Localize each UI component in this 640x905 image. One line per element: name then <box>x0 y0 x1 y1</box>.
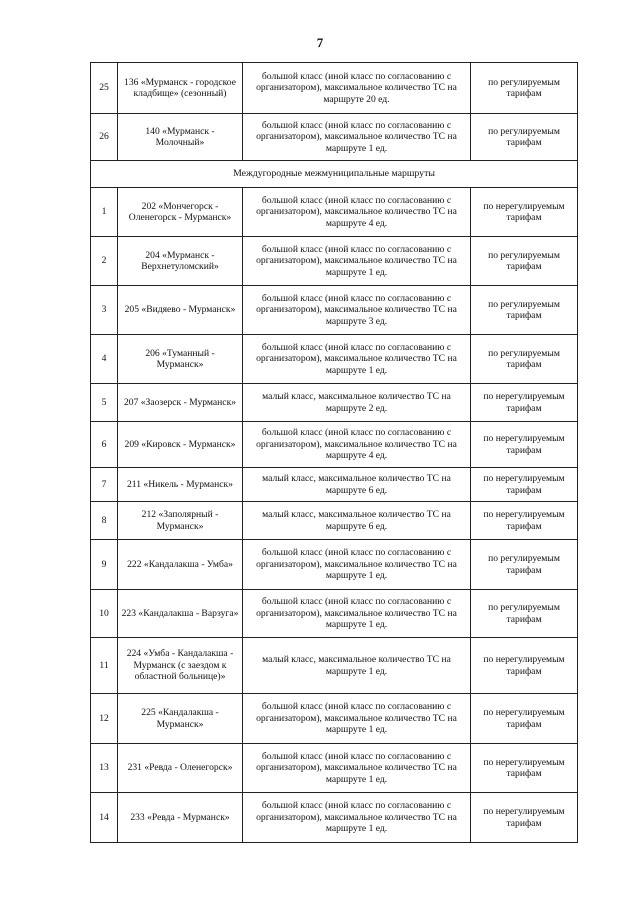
route-name-cell: 223 «Кандалакша - Варзуга» <box>118 590 243 638</box>
route-number-cell: 4 <box>91 335 118 384</box>
route-number-cell: 7 <box>91 468 118 502</box>
route-number-cell: 9 <box>91 540 118 590</box>
page-number: 7 <box>316 35 324 50</box>
vehicle-class-cell: большой класс (иной класс по согласованию с организатором), максимальное количество ТС на маршруте 4 ед. <box>243 188 471 237</box>
vehicle-class-cell: большой класс (иной класс по согласованию с организатором), максимальное количество ТС на маршруте 3 ед. <box>243 286 471 335</box>
tariff-cell: по регулируемым тарифам <box>471 540 578 590</box>
tariff-cell: по нерегулируемым тарифам <box>471 793 578 843</box>
vehicle-class-cell: большой класс (иной класс по согласованию с организатором), максимальное количество ТС на маршруте 1 ед. <box>243 694 471 744</box>
vehicle-class-cell: большой класс (иной класс по согласованию с организатором), максимальное количество ТС на маршруте 20 ед. <box>243 63 471 114</box>
tariff-cell: по регулируемым тарифам <box>471 63 578 114</box>
table-row <box>91 638 578 694</box>
section-title: Междугородные межмуниципальные маршруты <box>91 161 578 188</box>
route-number-cell: 25 <box>91 63 118 114</box>
section-header-row <box>91 161 578 188</box>
vehicle-class-cell: малый класс, максимальное количество ТС на маршруте 2 ед. <box>243 384 471 422</box>
vehicle-class-cell: большой класс (иной класс по согласованию с организатором), максимальное количество ТС на маршруте 4 ед. <box>243 422 471 468</box>
tariff-cell: по нерегулируемым тарифам <box>471 694 578 744</box>
tariff-cell: по нерегулируемым тарифам <box>471 468 578 502</box>
table-row <box>91 468 578 502</box>
tariff-cell: по нерегулируемым тарифам <box>471 744 578 793</box>
table-row <box>91 114 578 161</box>
route-name-cell: 209 «Кировск - Мурманск» <box>118 422 243 468</box>
route-number-cell: 1 <box>91 188 118 237</box>
tariff-cell: по регулируемым тарифам <box>471 286 578 335</box>
vehicle-class-cell: большой класс (иной класс по согласованию с организатором), максимальное количество ТС на маршруте 1 ед. <box>243 590 471 638</box>
route-name-cell: 136 «Мурманск - городское кладбище» (сезонный) <box>118 63 243 114</box>
route-number-cell: 3 <box>91 286 118 335</box>
route-name-cell: 205 «Видяево - Мурманск» <box>118 286 243 335</box>
table-row <box>91 422 578 468</box>
table-row <box>91 793 578 843</box>
tariff-cell: по нерегулируемым тарифам <box>471 502 578 540</box>
table-row <box>91 63 578 114</box>
route-name-cell: 207 «Заозерск - Мурманск» <box>118 384 243 422</box>
vehicle-class-cell: большой класс (иной класс по согласованию с организатором), максимальное количество ТС на маршруте 1 ед. <box>243 793 471 843</box>
route-name-cell: 225 «Кандалакша - Мурманск» <box>118 694 243 744</box>
route-name-cell: 222 «Кандалакша - Умба» <box>118 540 243 590</box>
tariff-cell: по нерегулируемым тарифам <box>471 422 578 468</box>
vehicle-class-cell: большой класс (иной класс по согласованию с организатором), максимальное количество ТС на маршруте 1 ед. <box>243 237 471 286</box>
table-row <box>91 502 578 540</box>
table-row <box>91 744 578 793</box>
table-row <box>91 694 578 744</box>
vehicle-class-cell: большой класс (иной класс по согласованию с организатором), максимальное количество ТС на маршруте 1 ед. <box>243 114 471 161</box>
route-name-cell: 212 «Заполярный - Мурманск» <box>118 502 243 540</box>
route-number-cell: 2 <box>91 237 118 286</box>
tariff-cell: по регулируемым тарифам <box>471 114 578 161</box>
route-name-cell: 206 «Туманный - Мурманск» <box>118 335 243 384</box>
route-number-cell: 11 <box>91 638 118 694</box>
route-number-cell: 6 <box>91 422 118 468</box>
route-name-cell: 204 «Мурманск - Верхнетуломский» <box>118 237 243 286</box>
route-name-cell: 140 «Мурманск - Молочный» <box>118 114 243 161</box>
route-number-cell: 14 <box>91 793 118 843</box>
vehicle-class-cell: большой класс (иной класс по согласованию с организатором), максимальное количество ТС на маршруте 1 ед. <box>243 335 471 384</box>
vehicle-class-cell: большой класс (иной класс по согласованию с организатором), максимальное количество ТС на маршруте 1 ед. <box>243 540 471 590</box>
tariff-cell: по нерегулируемым тарифам <box>471 384 578 422</box>
route-name-cell: 211 «Никель - Мурманск» <box>118 468 243 502</box>
route-number-cell: 8 <box>91 502 118 540</box>
tariff-cell: по нерегулируемым тарифам <box>471 638 578 694</box>
table-row <box>91 335 578 384</box>
vehicle-class-cell: малый класс, максимальное количество ТС на маршруте 1 ед. <box>243 638 471 694</box>
tariff-cell: по нерегулируемым тарифам <box>471 188 578 237</box>
routes-table <box>90 62 578 843</box>
tariff-cell: по регулируемым тарифам <box>471 590 578 638</box>
tariff-cell: по регулируемым тарифам <box>471 237 578 286</box>
routes-table-body <box>91 63 578 843</box>
table-row <box>91 286 578 335</box>
route-number-cell: 12 <box>91 694 118 744</box>
route-name-cell: 233 «Ревда - Мурманск» <box>118 793 243 843</box>
vehicle-class-cell: малый класс, максимальное количество ТС на маршруте 6 ед. <box>243 468 471 502</box>
table-row <box>91 237 578 286</box>
route-name-cell: 224 «Умба - Кандалакша - Мурманск (с заездом к областной больнице)» <box>118 638 243 694</box>
tariff-cell: по регулируемым тарифам <box>471 335 578 384</box>
route-number-cell: 26 <box>91 114 118 161</box>
table-row <box>91 384 578 422</box>
route-number-cell: 13 <box>91 744 118 793</box>
table-row <box>91 188 578 237</box>
table-row <box>91 540 578 590</box>
route-name-cell: 202 «Мончегорск - Оленегорск - Мурманск» <box>118 188 243 237</box>
vehicle-class-cell: большой класс (иной класс по согласованию с организатором), максимальное количество ТС на маршруте 1 ед. <box>243 744 471 793</box>
route-number-cell: 10 <box>91 590 118 638</box>
vehicle-class-cell: малый класс, максимальное количество ТС на маршруте 6 ед. <box>243 502 471 540</box>
table-row <box>91 590 578 638</box>
route-number-cell: 5 <box>91 384 118 422</box>
route-name-cell: 231 «Ревда - Оленегорск» <box>118 744 243 793</box>
